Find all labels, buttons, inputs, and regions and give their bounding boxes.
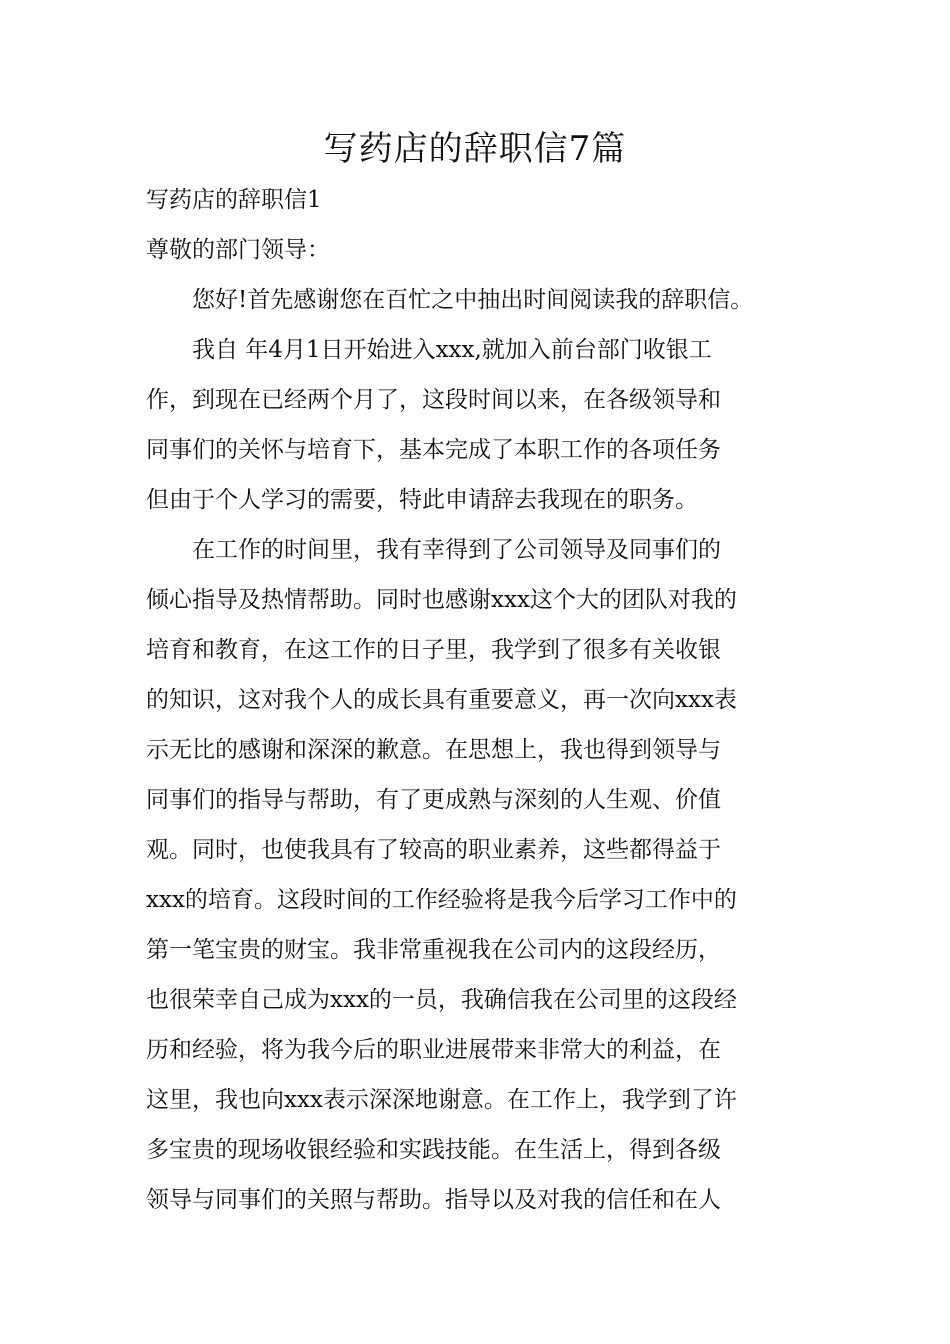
text-line: 多宝贵的现场收银经验和实践技能。在生活上，得到各级	[146, 1137, 721, 1163]
text-line: 倾心指导及热情帮助。同时也感谢xxx这个大的团队对我的	[146, 587, 737, 613]
text-line: 历和经验，将为我今后的职业进展带来非常大的利益，在	[146, 1037, 721, 1063]
text-line: 培育和教育，在这工作的日子里，我学到了很多有关收银	[146, 637, 721, 663]
document-title: 写药店的辞职信7篇	[323, 129, 627, 169]
text-line: 您好!首先感谢您在百忙之中抽出时间阅读我的辞职信。	[146, 287, 754, 313]
text-line: 领导与同事们的关照与帮助。指导以及对我的信任和在人	[146, 1187, 721, 1213]
text-line: 同事们的关怀与培育下，基本完成了本职工作的各项任务	[146, 437, 721, 463]
text-line: 的知识，这对我个人的成长具有重要意义，再一次向xxx表	[146, 687, 737, 713]
text-line: 但由于个人学习的需要，特此申请辞去我现在的职务。	[146, 487, 698, 513]
paragraph-greeting	[146, 275, 816, 325]
text-line: 观。同时，也使我具有了较高的职业素养，这些都得益于	[146, 837, 721, 863]
text-line: 这里，我也向xxx表示深深地谢意。在工作上，我学到了许	[146, 1087, 737, 1113]
text-line: 作，到现在已经两个月了，这段时间以来，在各级领导和	[146, 387, 721, 413]
salutation: 尊敬的部门领导：	[146, 237, 330, 263]
section-heading: 写药店的辞职信1	[146, 187, 322, 213]
paragraph-intro	[146, 325, 816, 525]
text-line: 我自 年4月1日开始进入xxx,就加入前台部门收银工	[146, 337, 712, 363]
paragraph-gratitude	[146, 525, 816, 1225]
text-line: 在工作的时间里，我有幸得到了公司领导及同事们的	[146, 537, 721, 563]
text-line: 第一笔宝贵的财宝。我非常重视我在公司内的这段经历，	[146, 937, 721, 963]
text-line: 同事们的指导与帮助，有了更成熟与深刻的人生观、价值	[146, 787, 721, 813]
text-line: xxx的培育。这段时间的工作经验将是我今后学习工作中的	[146, 887, 737, 913]
text-line: 示无比的感谢和深深的歉意。在思想上，我也得到领导与	[146, 737, 721, 763]
text-line: 也很荣幸自己成为xxx的一员，我确信我在公司里的这段经	[146, 987, 737, 1013]
